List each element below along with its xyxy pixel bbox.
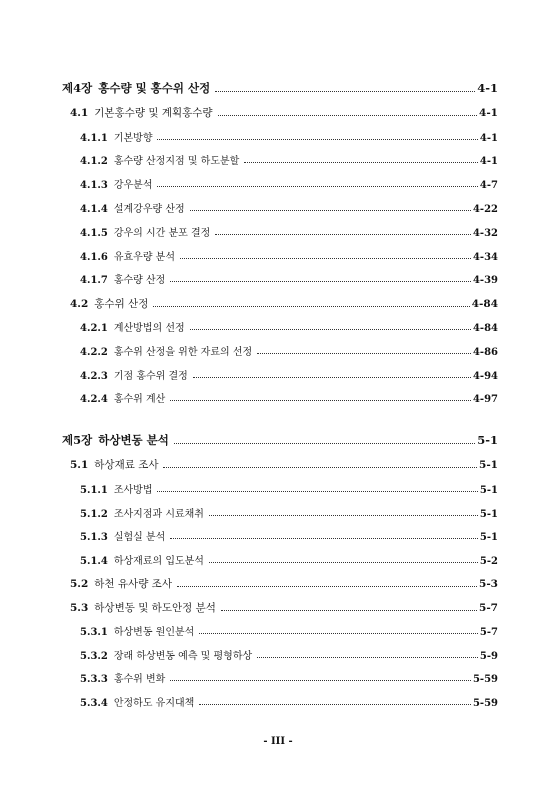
toc-entry-title: 장래 하상변동 예측 및 평형하상 (113, 651, 253, 662)
dot-leader (199, 698, 471, 705)
toc-entry-number: 4.2.4 (80, 394, 108, 405)
toc-entry (80, 343, 498, 358)
toc-entry-page: 5-1 (479, 509, 498, 520)
dot-leader (215, 228, 471, 235)
dot-leader (218, 109, 477, 116)
toc-entry-title: 계산방법의 선정 (113, 323, 185, 334)
toc-entry-title: 유효우량 분석 (113, 252, 175, 263)
toc-entry (80, 129, 498, 144)
toc-entry-number: 5.3.1 (80, 627, 108, 638)
dot-leader (209, 556, 478, 563)
toc-entry-page: 4-34 (472, 252, 498, 263)
toc-entry-title: 조사지점과 시료채취 (113, 509, 204, 520)
dot-leader (157, 485, 477, 492)
toc-entry-number: 5.1.2 (80, 509, 108, 520)
dot-leader (163, 461, 477, 468)
toc-entry (70, 296, 498, 311)
toc-entry-page: 5-1 (477, 433, 498, 447)
dot-leader (180, 252, 471, 259)
toc-entry-number: 5.3.3 (80, 674, 108, 685)
toc-entry-page: 5-59 (472, 698, 498, 709)
toc-entry-page: 5-1 (479, 532, 498, 543)
toc-entry-number: 5.1 (70, 459, 89, 471)
toc-entry (70, 457, 498, 472)
dot-leader (244, 156, 478, 163)
toc-entry-page: 5-7 (479, 602, 498, 614)
toc-entry-number: 4.1.2 (80, 156, 108, 167)
dot-leader (221, 604, 477, 611)
toc-entry-page: 4-86 (472, 347, 498, 358)
toc-entry (80, 319, 498, 334)
toc-entry-number: 제5장 (62, 433, 93, 447)
toc-entry (80, 505, 498, 520)
toc-entry (80, 224, 498, 239)
toc-entry-number: 4.1.7 (80, 275, 108, 286)
toc-entry-title: 기본홍수량 및 계획홍수량 (94, 107, 213, 119)
toc-entry-title: 홍수량 및 홍수위 산정 (98, 81, 211, 95)
toc-entry-number: 4.1.4 (80, 204, 108, 215)
toc-entry (80, 647, 498, 662)
toc-entry-title: 하상변동 분석 (98, 433, 169, 447)
dot-leader (174, 436, 475, 443)
toc-entry (80, 152, 498, 167)
toc-entry (80, 670, 498, 685)
toc-entry (70, 600, 498, 615)
dot-leader (157, 180, 477, 187)
dot-leader (209, 509, 478, 516)
toc-entry-page: 5-1 (479, 459, 498, 471)
toc-entry-page: 5-59 (472, 674, 498, 685)
toc-entry (80, 248, 498, 263)
dot-leader (257, 347, 471, 354)
toc-entry-page: 5-2 (479, 556, 498, 567)
toc-entry-title: 하상변동 원인분석 (113, 627, 195, 638)
dot-leader (153, 300, 469, 307)
toc-entry-title: 하상재료 조사 (94, 459, 159, 471)
toc-entry-number: 4.2.3 (80, 371, 108, 382)
page-number: - III - (263, 736, 293, 747)
toc-entry-page: 4-97 (472, 394, 498, 405)
toc-entry-number: 4.1 (70, 107, 89, 119)
toc-entry-title: 강우분석 (113, 180, 153, 191)
toc-entry-number: 4.1.5 (80, 228, 108, 239)
toc-entry-number: 4.1.1 (80, 133, 108, 144)
toc-entry-page: 4-1 (479, 133, 498, 144)
toc-entry-title: 하상재료의 입도분석 (113, 556, 204, 567)
toc-entry-title: 기점 홍수위 결정 (113, 371, 188, 382)
toc-entry-number: 4.1.6 (80, 252, 108, 263)
toc-entry-number: 5.3 (70, 602, 89, 614)
toc-entry-title: 기본방향 (113, 133, 153, 144)
dot-leader (170, 275, 471, 282)
toc-entry-page: 5-7 (479, 627, 498, 638)
toc-entry (80, 367, 498, 382)
dot-leader (170, 532, 478, 539)
toc-entry-number: 5.1.1 (80, 485, 108, 496)
toc-entry (62, 432, 498, 448)
toc-entry (62, 80, 498, 96)
toc-entry (80, 176, 498, 191)
toc-entry (80, 694, 498, 709)
toc-entry-number: 5.3.2 (80, 651, 108, 662)
toc-entry (80, 623, 498, 638)
toc-entry-number: 5.1.4 (80, 556, 108, 567)
toc-entry-page: 5-3 (479, 578, 498, 590)
toc-entry-number: 4.2.2 (80, 347, 108, 358)
toc-entry-title: 홍수량 산정지점 및 하도분할 (113, 156, 240, 167)
toc-entry-title: 실험실 분석 (113, 532, 166, 543)
toc-entry-page: 4-84 (471, 298, 498, 310)
toc-entry-number: 5.3.4 (80, 698, 108, 709)
dot-leader (190, 204, 471, 211)
toc-entry (80, 390, 498, 405)
dot-leader (157, 133, 477, 140)
toc-entry-title: 하천 유사량 조사 (94, 578, 172, 590)
toc-entry-page: 4-1 (477, 81, 498, 95)
toc-entry-title: 조사방법 (113, 485, 153, 496)
toc-entry-page: 4-22 (472, 204, 498, 215)
toc-entry-page: 4-1 (479, 107, 498, 119)
toc-entry-number: 5.2 (70, 578, 89, 590)
toc-entry (70, 105, 498, 120)
toc-entry-number: 제4장 (62, 81, 93, 95)
toc-entry-page: 4-84 (472, 323, 498, 334)
dot-leader (215, 84, 475, 91)
toc-entry-title: 홍수위 계산 (113, 394, 166, 405)
toc-entry-title: 강우의 시간 분포 결정 (113, 228, 211, 239)
toc-entry-title: 홍수위 변화 (113, 674, 166, 685)
toc-entry-title: 안정하도 유지대책 (113, 698, 195, 709)
toc-entry-number: 4.2 (70, 298, 89, 310)
toc-entry-page: 4-39 (472, 275, 498, 286)
toc-entry-number: 5.1.3 (80, 532, 108, 543)
dot-leader (199, 627, 478, 634)
toc-entry-page: 4-7 (479, 180, 498, 191)
toc-entry-page: 4-32 (472, 228, 498, 239)
toc-entry-page: 5-1 (479, 485, 498, 496)
toc-entry-number: 4.2.1 (80, 323, 108, 334)
toc-entry-page: 5-9 (479, 651, 498, 662)
dot-leader (257, 651, 478, 658)
toc-entry (80, 552, 498, 567)
toc-entry (80, 528, 498, 543)
toc-entry (70, 576, 498, 591)
toc-entry-number: 4.1.3 (80, 180, 108, 191)
dot-leader (193, 371, 471, 378)
dot-leader (170, 394, 471, 401)
toc-entry-title: 홍수위 산정 (94, 298, 149, 310)
toc-entry-page: 4-1 (479, 156, 498, 167)
toc-entry-title: 하상변동 및 하도안정 분석 (94, 602, 216, 614)
toc-entry-title: 홍수량 산정 (113, 275, 166, 286)
toc-entry (80, 481, 498, 496)
toc-entry-page: 4-94 (472, 371, 498, 382)
toc-entry-title: 홍수위 산정을 위한 자료의 선정 (113, 347, 253, 358)
dot-leader (170, 674, 471, 681)
dot-leader (190, 323, 471, 330)
toc-entry (80, 271, 498, 286)
dot-leader (177, 580, 477, 587)
toc-entry-title: 설계강우량 산정 (113, 204, 185, 215)
toc-entry (80, 200, 498, 215)
